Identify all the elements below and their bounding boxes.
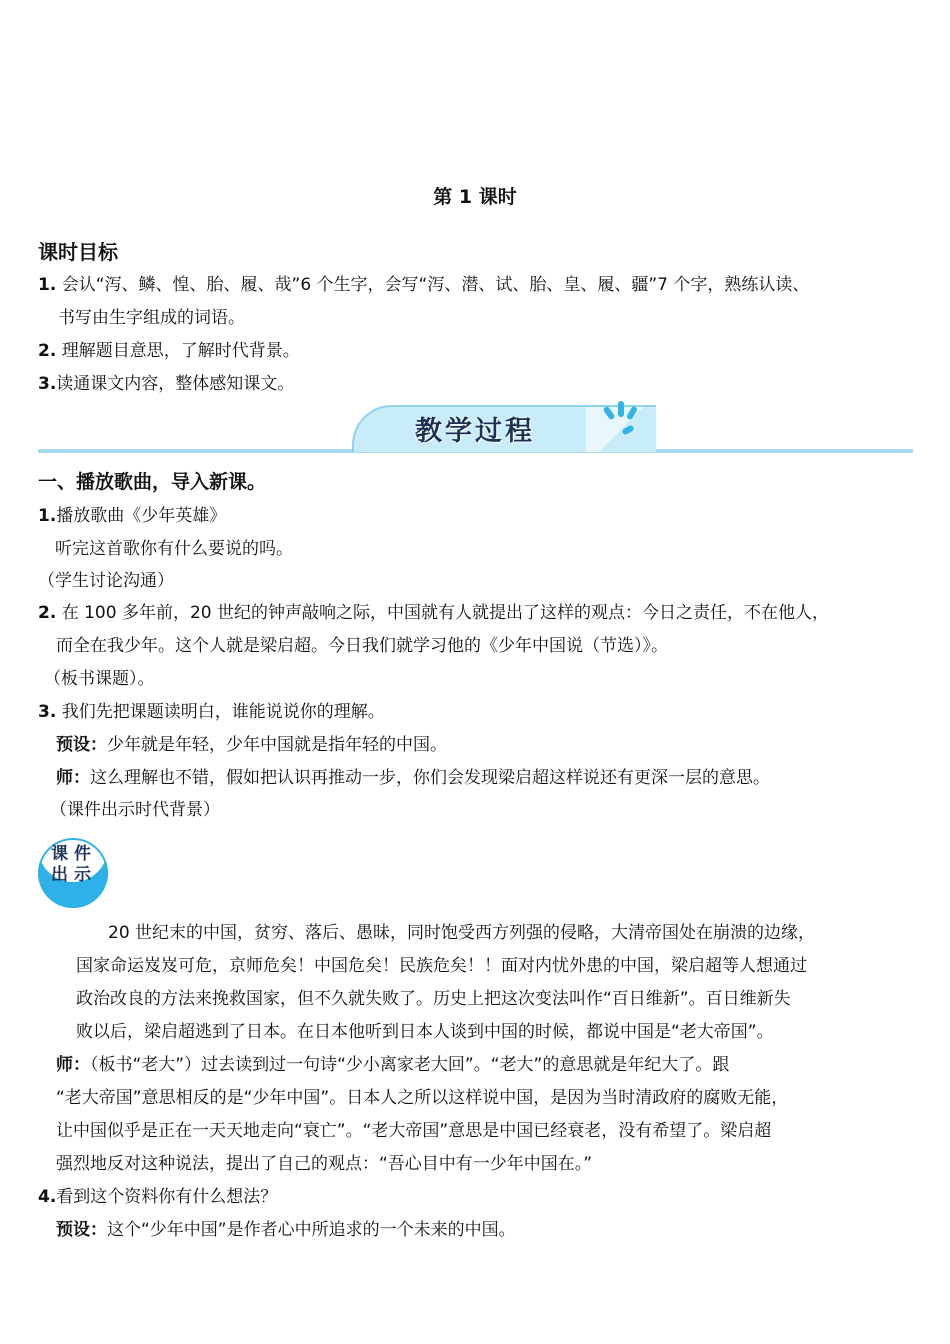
goal-num: 3.: [38, 374, 57, 394]
goal-item-1-cont: 书写由生字组成的词语。: [58, 308, 245, 328]
para-1: [38, 505, 226, 527]
para-text: 看到这个资料你有什么想法？: [56, 1187, 278, 1207]
preset-label: 预设：: [56, 735, 107, 755]
lesson-title: 第 1 课时: [433, 186, 517, 208]
background-line-3: 政治改良的方法来挽救国家，但不久就失败了。历史上把这次变法叫作“百日维新”。百日维新失: [76, 989, 791, 1009]
teacher-text: （板书“老大”）过去读到过一句诗“少小离家老大回”。“老大”的意思就是年纪大了。跟: [90, 1055, 730, 1075]
para-2: [38, 602, 829, 624]
teacher2-line-2: “老大帝国”意思相反的是“少年中国”。日本人之所以这样说中国，是因为当时清政府的腐败无能，: [56, 1088, 789, 1108]
teacher-label: 师：: [56, 1055, 90, 1075]
para-num: 1.: [38, 506, 57, 526]
badge-line-1: 课件: [51, 844, 97, 864]
preset-line: [56, 734, 447, 756]
para-4: [38, 1186, 277, 1208]
para-2-cont: 而全在我少年。这个人就是梁启超。今日我们就学习他的《少年中国说（节选）》。: [56, 636, 668, 656]
goal-num: 2.: [38, 341, 57, 361]
goal-item-2: [38, 340, 300, 362]
background-line-1: 20 世纪末的中国，贫穷、落后、愚昧，同时饱受西方列强的侵略，大清帝国处在崩溃的边缘，: [108, 923, 816, 943]
para-text: 播放歌曲《少年英雄》: [56, 506, 227, 526]
preset-text: 少年就是年轻，少年中国就是指年轻的中国。: [107, 735, 447, 755]
goal-text: 会认“泻、鳞、惶、胎、履、哉”6 个生字，会写“泻、潜、试、胎、皇、履、疆”7 个字，熟练认读、: [61, 275, 810, 295]
para-text: 我们先把课题读明白，谁能说说你的理解。: [61, 702, 385, 722]
teacher2-line-3: 让中国似乎是正在一天天地走向“衰亡”。“老大帝国”意思是中国已经衰老，没有希望了。梁启超: [56, 1121, 772, 1141]
goal-item-3: [38, 373, 294, 395]
para-num: 4.: [38, 1187, 57, 1207]
courseware-note: （课件出示时代背景）: [50, 800, 220, 820]
para-1-note: （学生讨论沟通）: [38, 571, 174, 591]
para-text: 在 100 多年前，20 世纪的钟声敲响之际，中国就有人就提出了这样的观点：今日之责任，不在他人，: [61, 603, 829, 623]
goal-num: 1.: [38, 275, 57, 295]
para-1-sub: 听完这首歌你有什么要说的吗。: [55, 539, 293, 559]
section-heading: 一、播放歌曲，导入新课。: [38, 471, 267, 493]
goal-item-1: [38, 274, 809, 296]
badge-line-2: 出示: [51, 865, 97, 885]
teacher2-line-1: [56, 1054, 729, 1076]
teacher2-line-4: 强烈地反对这种说法，提出了自己的观点：“吾心目中有一少年中国在。”: [56, 1154, 593, 1174]
teacher-line: [56, 767, 770, 789]
background-line-4: 败以后，梁启超逃到了日本。在日本他听到日本人谈到中国的时候，都说中国是“老大帝国”。: [76, 1022, 774, 1042]
goal-text: 读通课文内容，整体感知课文。: [56, 374, 295, 394]
goal-text: 理解题目意思，了解时代背景。: [61, 341, 300, 361]
preset-text: 这个“少年中国”是作者心中所追求的一个未来的中国。: [107, 1220, 516, 1240]
teacher-label: 师：: [56, 768, 90, 788]
preset-label: 预设：: [56, 1220, 107, 1240]
splash-icon: [600, 398, 640, 438]
para-2-note: （板书课题）。: [44, 669, 155, 689]
para-3: [38, 701, 385, 723]
courseware-badge-icon: [38, 838, 108, 908]
teacher-text: 这么理解也不错，假如把认识再推动一步，你们会发现梁启超这样说还有更深一层的意思。: [90, 768, 770, 788]
para-num: 2.: [38, 603, 57, 623]
preset-line-2: [56, 1219, 516, 1241]
background-line-2: 国家命运岌岌可危，京师危矣！中国危矣！民族危矣！！面对内忧外患的中国，梁启超等人想通过: [76, 956, 807, 976]
banner-title: 教学过程: [415, 416, 535, 447]
goals-heading: 课时目标: [38, 240, 118, 264]
para-num: 3.: [38, 702, 57, 722]
